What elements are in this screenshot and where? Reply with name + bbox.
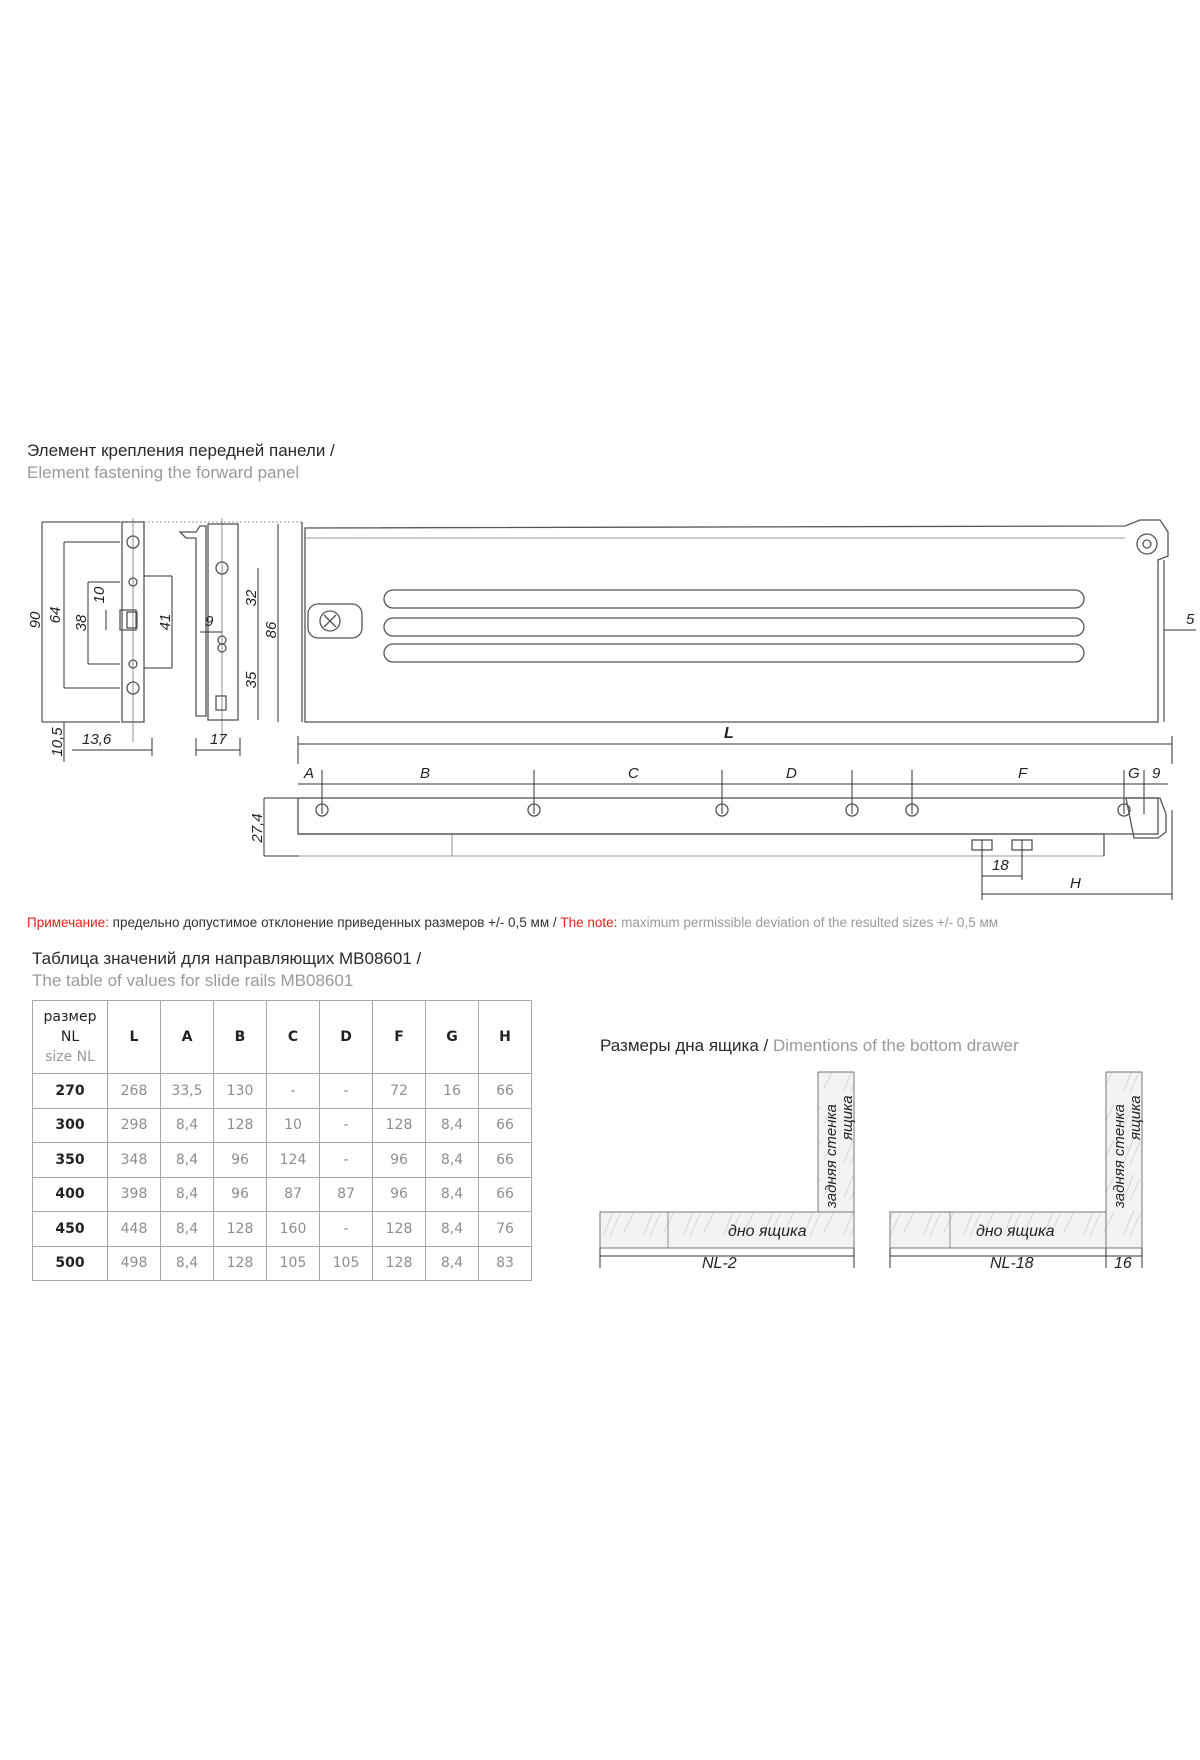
slide-rail-drawing (0, 480, 1200, 900)
table-cell: 8,4 (426, 1246, 479, 1281)
dim-B: B (420, 765, 431, 782)
fastening-profile-left (120, 518, 144, 742)
table-heading-ru: Таблица значений для направляющих MB08601 / (32, 949, 422, 968)
fastening-heading (27, 441, 335, 483)
table-cell: 130 (214, 1074, 267, 1109)
dim-27-4: 27,4 (249, 813, 266, 843)
table-cell: 128 (373, 1108, 426, 1143)
dim-D: D (786, 765, 797, 782)
table-cell: 76 (479, 1212, 532, 1247)
table-cell: 8,4 (161, 1143, 214, 1178)
table-cell: 66 (479, 1177, 532, 1212)
table-cell: 128 (214, 1246, 267, 1281)
column-header: H (479, 1001, 532, 1074)
table-cell: 128 (214, 1108, 267, 1143)
table-cell: 96 (373, 1143, 426, 1178)
table-cell: - (320, 1143, 373, 1178)
column-header: D (320, 1001, 373, 1074)
bottom-drawer-diagrams (0, 1060, 1200, 1280)
table-cell: 8,4 (161, 1212, 214, 1247)
table-cell: 348 (108, 1143, 161, 1178)
row-size: 350 (33, 1143, 108, 1178)
table-cell: 8,4 (161, 1246, 214, 1281)
bottom-label-nl18: дно ящика (976, 1223, 1055, 1240)
table-heading-en: The table of values for slide rails MB08601 (32, 971, 354, 990)
table-cell: 10 (267, 1108, 320, 1143)
dim-35: 35 (243, 671, 260, 689)
table-cell: 160 (267, 1212, 320, 1247)
table-cell: 105 (267, 1246, 320, 1281)
table-cell: 66 (479, 1143, 532, 1178)
dim-64: 64 (47, 606, 64, 624)
dim-H: H (1070, 875, 1081, 892)
table-cell: - (320, 1108, 373, 1143)
fastening-heading-ru: Элемент крепления передней панели / (27, 441, 335, 460)
dim-38: 38 (73, 614, 90, 632)
table-cell: 8,4 (426, 1143, 479, 1178)
dim-10: 10 (91, 586, 108, 604)
table-cell: 268 (108, 1074, 161, 1109)
dim-F: F (1018, 765, 1028, 782)
table-cell: 8,4 (161, 1177, 214, 1212)
vertical-dimensions (27, 522, 1196, 762)
row-size: 500 (33, 1246, 108, 1281)
table-cell: 128 (214, 1212, 267, 1247)
column-header: G (426, 1001, 479, 1074)
column-header: A (161, 1001, 214, 1074)
table-cell: 298 (108, 1108, 161, 1143)
table-cell: 33,5 (161, 1074, 214, 1109)
header-nl: NL (60, 1029, 80, 1045)
table-cell: - (320, 1074, 373, 1109)
rail-body (52, 520, 1168, 722)
row-size: 450 (33, 1212, 108, 1247)
table-cell: 87 (267, 1177, 320, 1212)
note-text-en: maximum permissible deviation of the resulted sizes +/- 0,5 мм (621, 915, 999, 930)
tolerance-note (27, 915, 998, 930)
column-header: B (214, 1001, 267, 1074)
table-cell: 124 (267, 1143, 320, 1178)
table-cell: 66 (479, 1108, 532, 1143)
table-cell: 8,4 (426, 1177, 479, 1212)
wall-label-nl18-1: задняя стенка (1111, 1104, 1128, 1208)
table-cell: 128 (373, 1246, 426, 1281)
diagram-nl18 (890, 1072, 1144, 1272)
table-cell: 96 (373, 1177, 426, 1212)
wall-label-nl2-1: задняя стенка (823, 1104, 840, 1208)
wall-label-nl2-2: ящика (839, 1095, 856, 1140)
dim-5: 5 (1186, 611, 1195, 628)
dim-10-5: 10,5 (49, 727, 66, 757)
row-size: 270 (33, 1074, 108, 1109)
dim-16: 16 (1114, 1255, 1132, 1272)
bottom-heading-en: Dimentions of the bottom drawer (772, 1036, 1019, 1055)
dim-86: 86 (263, 621, 280, 639)
column-header: F (373, 1001, 426, 1074)
dim-nl18: NL-18 (990, 1255, 1034, 1272)
table-cell: 128 (373, 1212, 426, 1247)
table-cell: 8,4 (426, 1212, 479, 1247)
dim-17: 17 (210, 731, 227, 748)
fastening-profile-middle (180, 518, 238, 742)
table-heading (32, 949, 421, 991)
dim-nl2: NL-2 (702, 1255, 737, 1272)
dim-90: 90 (27, 611, 44, 629)
table-cell: 8,4 (426, 1108, 479, 1143)
table-cell: - (267, 1074, 320, 1109)
dim-G: G (1128, 765, 1140, 782)
header-ru: размер (43, 1009, 97, 1025)
table-cell: 448 (108, 1212, 161, 1247)
table-cell: 398 (108, 1177, 161, 1212)
table-cell: 96 (214, 1177, 267, 1212)
diagram-nl2 (600, 1072, 856, 1272)
dim-41: 41 (157, 613, 174, 631)
table-cell: 66 (479, 1074, 532, 1109)
bottom-heading (600, 1036, 1019, 1056)
dim-C: C (628, 765, 639, 782)
table-cell: 105 (320, 1246, 373, 1281)
table-cell: 8,4 (161, 1108, 214, 1143)
table-cell: 498 (108, 1246, 161, 1281)
column-header: L (108, 1001, 161, 1074)
dim-9-front: 9 (205, 613, 214, 630)
column-header: C (267, 1001, 320, 1074)
note-label-ru: Примечание: (27, 915, 109, 930)
note-text-ru: предельно допустимое отклонение приведенных размеров +/- 0,5 мм / (112, 915, 561, 930)
dim-18: 18 (992, 857, 1009, 874)
table-cell: 16 (426, 1074, 479, 1109)
table-cell: 87 (320, 1177, 373, 1212)
row-size: 400 (33, 1177, 108, 1212)
note-label-en: The note: (560, 915, 618, 930)
table-cell: 96 (214, 1143, 267, 1178)
dim-13-6: 13,6 (82, 731, 112, 748)
table-cell: 83 (479, 1246, 532, 1281)
bottom-heading-ru: Размеры дна ящика / (600, 1036, 773, 1055)
fastening-heading-en: Element fastening the forward panel (27, 463, 300, 482)
dim-L: L (724, 725, 734, 742)
table-cell: - (320, 1212, 373, 1247)
header-en: size NL (45, 1049, 95, 1065)
wall-label-nl18-2: ящика (1127, 1095, 1144, 1140)
bottom-label-nl2: дно ящика (728, 1223, 807, 1240)
dim-A: A (304, 765, 315, 782)
table-cell: 72 (373, 1074, 426, 1109)
dim-9-rear: 9 (1152, 765, 1161, 782)
row-size: 300 (33, 1108, 108, 1143)
dim-32: 32 (243, 589, 260, 607)
bottom-view (249, 725, 1172, 900)
